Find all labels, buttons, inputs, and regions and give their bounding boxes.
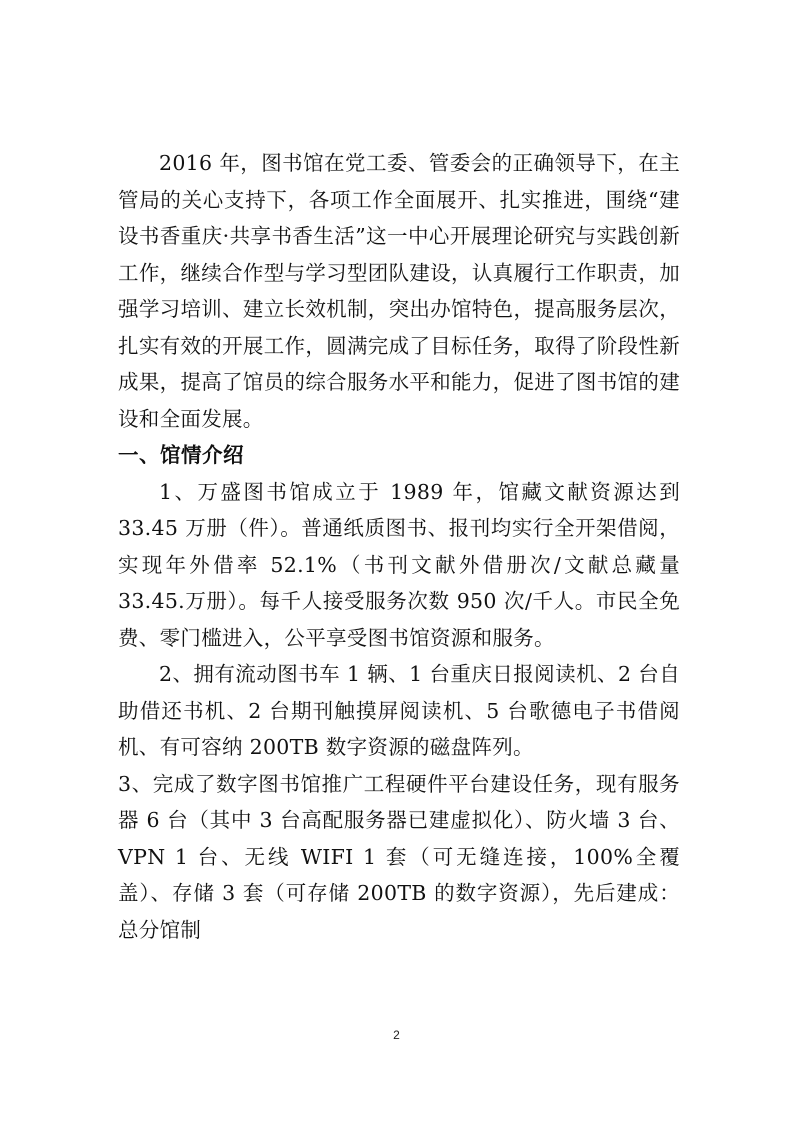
intro-paragraph: 2016 年，图书馆在党工委、管委会的正确领导下，在主管局的关心支持下，各项工作全面展开、扎实推进，围绕“建设书香重庆·共享书香生活”这一中心开展理论研究与实践创新工作，继续合作型与学习型团队建设，认真履行工作职责，加强学习培训、建立长效机制，突出办馆特色，提高服务层次，扎实有效的开展工作，圆满完成了目标任务，取得了阶段性新成果，提高了馆员的综合服务水平和能力，促进了图书馆的建设和全面发展。 xyxy=(118,151,680,431)
item-1-paragraph: 1、万盛图书馆成立于 1989 年，馆藏文献资源达到 33.45 万册（件）。普通纸质图书、报刊均实行全开架借阅，实现年外借率 52.1%（书刊文献外借册次/文献总藏量 33.45.万册）。每千人接受服务次数 950 次/千人。市民全免费、零门槛进入，公平享受图书馆资源和服务。 xyxy=(118,479,680,650)
item-3-paragraph: 3、完成了数字图书馆推广工程硬件平台建设任务，现有服务器 6 台（其中 3 台高配服务器已建虚拟化）、防火墙 3 台、VPN 1 台、无线 WIFI 1 套（可无缝连接，100%全覆盖）、存储 3 套（可存储 200TB 的数字资源），先后建成：总分馆制 xyxy=(118,771,680,942)
item-2-paragraph: 2、拥有流动图书车 1 辆、1 台重庆日报阅读机、2 台自助借还书机、2 台期刊触摸屏阅读机、5 台歌德电子书借阅机、有可容纳 200TB 数字资源的磁盘阵列。 xyxy=(118,662,680,759)
page-number: 2 xyxy=(393,1028,400,1042)
section-heading: 一、馆情介绍 xyxy=(118,443,244,467)
document-body xyxy=(118,145,680,948)
